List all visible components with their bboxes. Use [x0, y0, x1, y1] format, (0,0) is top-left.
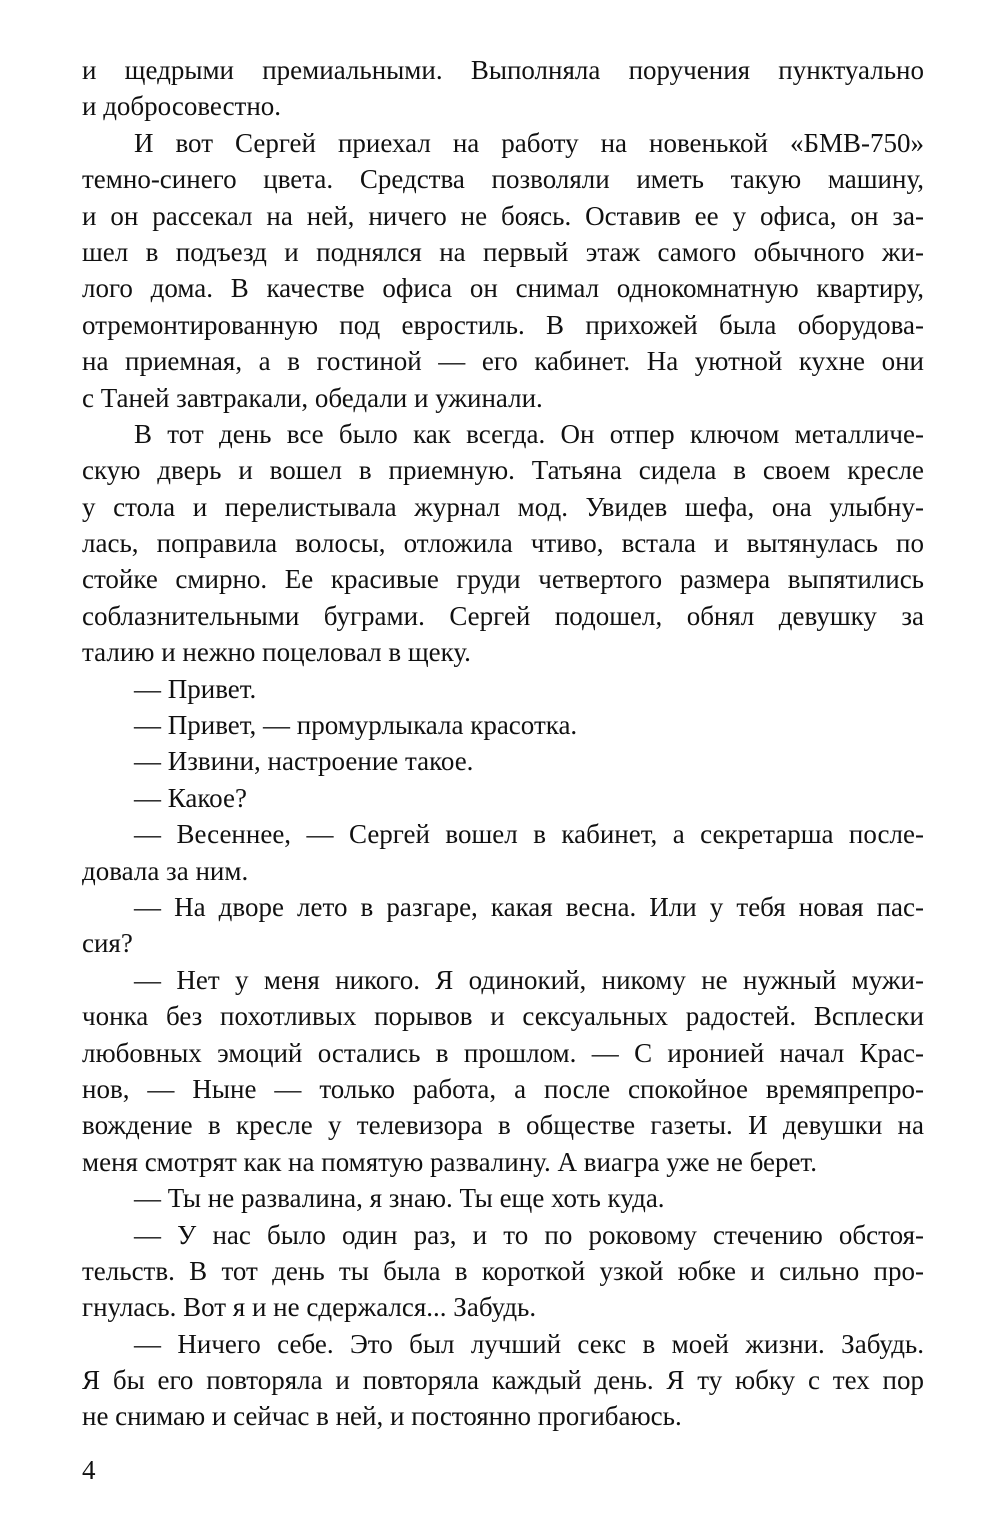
- text-line: — Ты не развалина, я знаю. Ты еще хоть куда.: [134, 1183, 665, 1214]
- text-line: и добросовестно.: [82, 91, 282, 122]
- text-line: гнулась. Вот я и не сдержался... Забудь.: [82, 1292, 537, 1323]
- text-line: сия?: [82, 928, 133, 959]
- text-line: любовных эмоций остались в прошлом. — С иронией начал Крас-: [82, 1037, 924, 1068]
- text-line: — Нет у меня никого. Я одинокий, никому не нужный мужи-: [134, 964, 924, 995]
- text-line: — Весеннее, — Сергей вошел в кабинет, а секретарша после-: [134, 819, 924, 850]
- text-line: скую дверь и вошел в приемную. Татьяна сидела в своем кресле: [82, 455, 924, 486]
- text-line: на приемная, а в гостиной — его кабинет. На уютной кухне они: [82, 346, 924, 377]
- text-line: шел в подъезд и поднялся на первый этаж самого обычного жи-: [82, 236, 924, 267]
- text-line: темно-синего цвета. Средства позволяли иметь такую машину,: [82, 164, 924, 195]
- text-line: довала за ним.: [82, 855, 249, 886]
- text-line: соблазнительными буграми. Сергей подошел, обнял девушку за: [82, 600, 924, 631]
- text-line: талию и нежно поцеловал в щеку.: [82, 637, 471, 668]
- text-line: лась, поправила волосы, отложила чтиво, встала и вытянулась по: [82, 528, 924, 559]
- text-line: — Ничего себе. Это был лучший секс в моей жизни. Забудь.: [134, 1328, 924, 1359]
- text-line: и щедрыми премиальными. Выполняла поручения пунктуально: [82, 55, 924, 85]
- text-line: — Какое?: [134, 782, 247, 813]
- text-line: у стола и перелистывала журнал мод. Увидев шефа, она улыбну-: [82, 491, 924, 522]
- text-line: стойке смирно. Ее красивые груди четвертого размера выпятились: [82, 564, 924, 595]
- text-line: не снимаю и сейчас в ней, и постоянно прогибаюсь.: [82, 1401, 682, 1432]
- text-line: — Извини, настроение такое.: [134, 746, 474, 777]
- text-line: с Таней завтракали, обедали и ужинали.: [82, 382, 543, 413]
- text-line: вождение в кресле у телевизора в обществе газеты. И девушки на: [82, 1110, 924, 1141]
- text-line: И вот Сергей приехал на работу на новенькой «БМВ-750»: [134, 127, 924, 158]
- text-line: и он рассекал на ней, ничего не боясь. Оставив ее у офиса, он за-: [82, 200, 924, 231]
- text-line: — На дворе лето в разгаре, какая весна. Или у тебя новая пас-: [134, 891, 924, 922]
- page-number: 4: [82, 1455, 96, 1485]
- text-line: тельств. В тот день ты была в короткой узкой юбке и сильно про-: [82, 1255, 924, 1286]
- text-line: — Привет.: [134, 673, 257, 704]
- text-line: отремонтированную под евростиль. В прихожей была оборудова-: [82, 309, 924, 340]
- text-line: меня смотрят как на помятую развалину. А виагра уже не берет.: [82, 1146, 817, 1177]
- text-line: В тот день все было как всегда. Он отпер ключом металличе-: [134, 418, 924, 449]
- text-line: чонка без похотливых порывов и сексуальных радостей. Всплески: [82, 1001, 924, 1032]
- page-body: [82, 52, 924, 1435]
- text-line: — У нас было один раз, и то по роковому стечению обстоя-: [134, 1219, 924, 1250]
- text-line: нов, — Ныне — только работа, а после спокойное времяпрепро-: [82, 1073, 924, 1104]
- text-line: Я бы его повторяла и повторяла каждый день. Я ту юбку с тех пор: [82, 1365, 924, 1396]
- text-line: лого дома. В качестве офиса он снимал однокомнатную квартиру,: [82, 273, 924, 304]
- text-line: — Привет, — промурлыкала красотка.: [134, 710, 578, 741]
